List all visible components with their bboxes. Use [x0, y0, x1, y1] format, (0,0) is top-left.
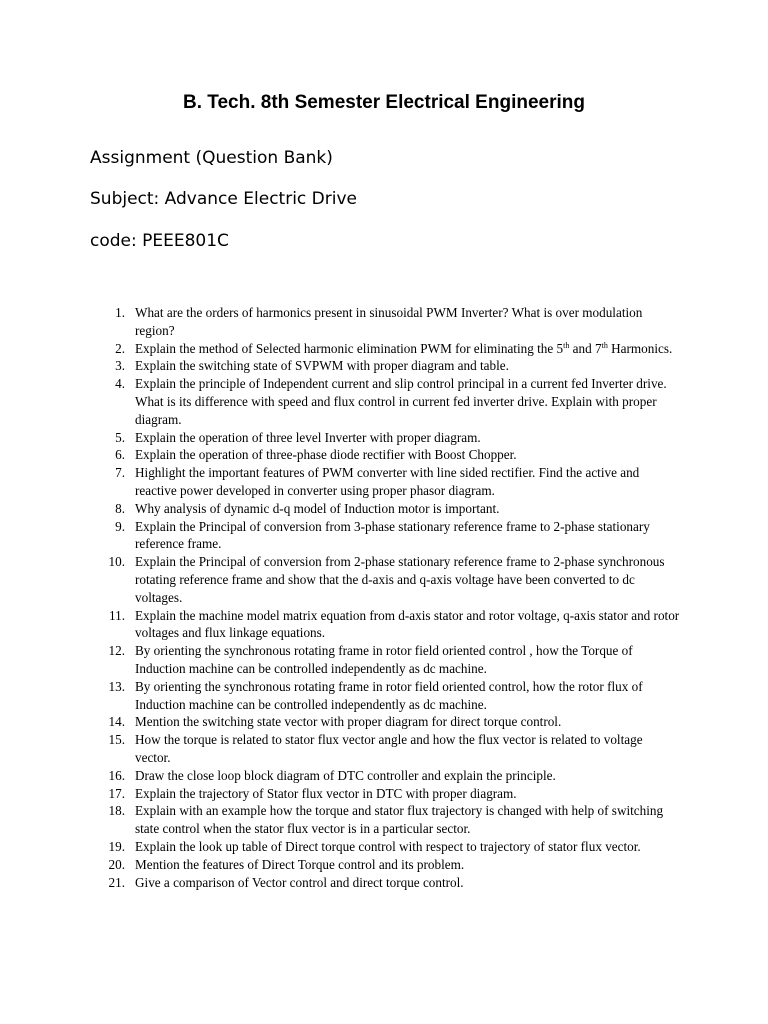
question-item: [100, 500, 680, 518]
question-item: [100, 874, 680, 892]
question-item: [100, 856, 680, 874]
question-number: 16.: [108, 767, 125, 783]
question-number: 7.: [115, 465, 125, 481]
question-text: Explain with an example how the torque and stator flux trajectory is changed with help of switching state control when the stator flux vector is in a particular sector.: [135, 803, 664, 837]
question-number: 12.: [108, 643, 125, 659]
question-list: [100, 304, 680, 891]
question-number: 3.: [115, 358, 125, 374]
question-text: Why analysis of dynamic d-q model of Induction motor is important.: [135, 500, 500, 516]
question-item: [100, 731, 680, 767]
course-code: code: PEEE801C: [90, 231, 229, 251]
question-item: [100, 838, 680, 856]
question-item: [100, 713, 680, 731]
assignment-heading: Assignment (Question Bank): [90, 148, 333, 168]
question-text: Explain the switching state of SVPWM with proper diagram and table.: [135, 358, 509, 374]
superscript: th: [563, 340, 570, 350]
question-item: [100, 340, 680, 358]
question-item: [100, 553, 680, 606]
question-item: [100, 518, 680, 554]
question-number: 2.: [115, 340, 125, 356]
question-text: Explain the trajectory of Stator flux vector in DTC with proper diagram.: [135, 785, 517, 801]
question-item: [100, 767, 680, 785]
question-number: 15.: [108, 732, 125, 748]
question-text: Mention the features of Direct Torque control and its problem.: [135, 856, 465, 872]
question-item: [100, 446, 680, 464]
question-text: Give a comparison of Vector control and direct torque control.: [135, 874, 464, 890]
question-number: 19.: [108, 838, 125, 854]
question-text-part: Harmonics.: [607, 340, 673, 356]
question-text: What are the orders of harmonics present in sinusoidal PWM Inverter? What is over modulation region?: [135, 305, 643, 338]
question-text: Mention the switching state vector with proper diagram for direct torque control.: [135, 714, 562, 730]
question-text: Draw the close loop block diagram of DTC controller and explain the principle.: [135, 767, 556, 783]
question-number: 10.: [108, 554, 125, 570]
question-item: [100, 785, 680, 803]
question-text: Explain the operation of three level Inverter with proper diagram.: [135, 429, 481, 445]
question-text: Explain the machine model matrix equation from d-axis stator and rotor voltage, q-axis stator and rotor voltages and flux linkage equations.: [135, 607, 680, 641]
question-text-part: Explain the method of Selected harmonic elimination PWM for eliminating the 5: [135, 340, 564, 356]
question-number: 8.: [115, 500, 125, 516]
question-number: 6.: [115, 447, 125, 463]
question-number: 1.: [115, 305, 125, 320]
question-number: 21.: [108, 874, 125, 890]
question-item: [100, 429, 680, 447]
question-number: 20.: [108, 856, 125, 872]
question-item: [100, 642, 680, 678]
question-number: 18.: [108, 803, 125, 819]
question-item: [100, 678, 680, 714]
question-number: 14.: [108, 714, 125, 730]
question-text: Explain the Principal of conversion from 2-phase stationary reference frame to 2-phase synchronous rotating reference frame and show that the d-axis and q-axis voltage have been converted to dc voltages.: [135, 554, 665, 605]
question-number: 4.: [115, 376, 125, 392]
question-text: Highlight the important features of PWM converter with line sided rectifier. Find the active and reactive power developed in converter using proper phasor diagram.: [135, 465, 640, 498]
question-number: 9.: [115, 518, 125, 534]
superscript: th: [601, 340, 608, 350]
question-text: Explain the look up table of Direct torque control with respect to trajectory of stator flux vector.: [135, 838, 641, 854]
question-item: [100, 464, 680, 500]
subject-line: Subject: Advance Electric Drive: [90, 189, 357, 209]
question-text: How the torque is related to stator flux vector angle and how the flux vector is related to voltage vector.: [135, 732, 643, 765]
question-text: Explain the Principal of conversion from 3-phase stationary reference frame to 2-phase stationary reference frame.: [135, 518, 650, 552]
question-text: Explain the principle of Independent current and slip control principal in a current fed Inverter drive. What is its difference with speed and flux control in current fed inverter drive. Explain with proper diagram.: [135, 376, 667, 427]
question-number: 11.: [109, 607, 125, 623]
question-number: 13.: [108, 678, 125, 694]
question-item: [100, 304, 680, 340]
question-text: Explain the operation of three-phase diode rectifier with Boost Chopper.: [135, 447, 517, 463]
question-text-part: and 7: [569, 340, 602, 356]
question-text: By orienting the synchronous rotating frame in rotor field oriented control, how the rotor flux of Induction machine can be controlled independently as dc machine.: [135, 678, 643, 712]
question-text: [135, 340, 680, 358]
question-item: [100, 375, 680, 428]
question-item: [100, 802, 680, 838]
question-item: [100, 357, 680, 375]
question-number: 5.: [115, 429, 125, 445]
question-number: 17.: [108, 785, 125, 801]
page-title: B. Tech. 8th Semester Electrical Engineering: [183, 92, 585, 113]
question-text: By orienting the synchronous rotating frame in rotor field oriented control , how the Torque of Induction machine can be controlled independently as dc machine.: [135, 643, 633, 676]
question-item: [100, 607, 680, 643]
